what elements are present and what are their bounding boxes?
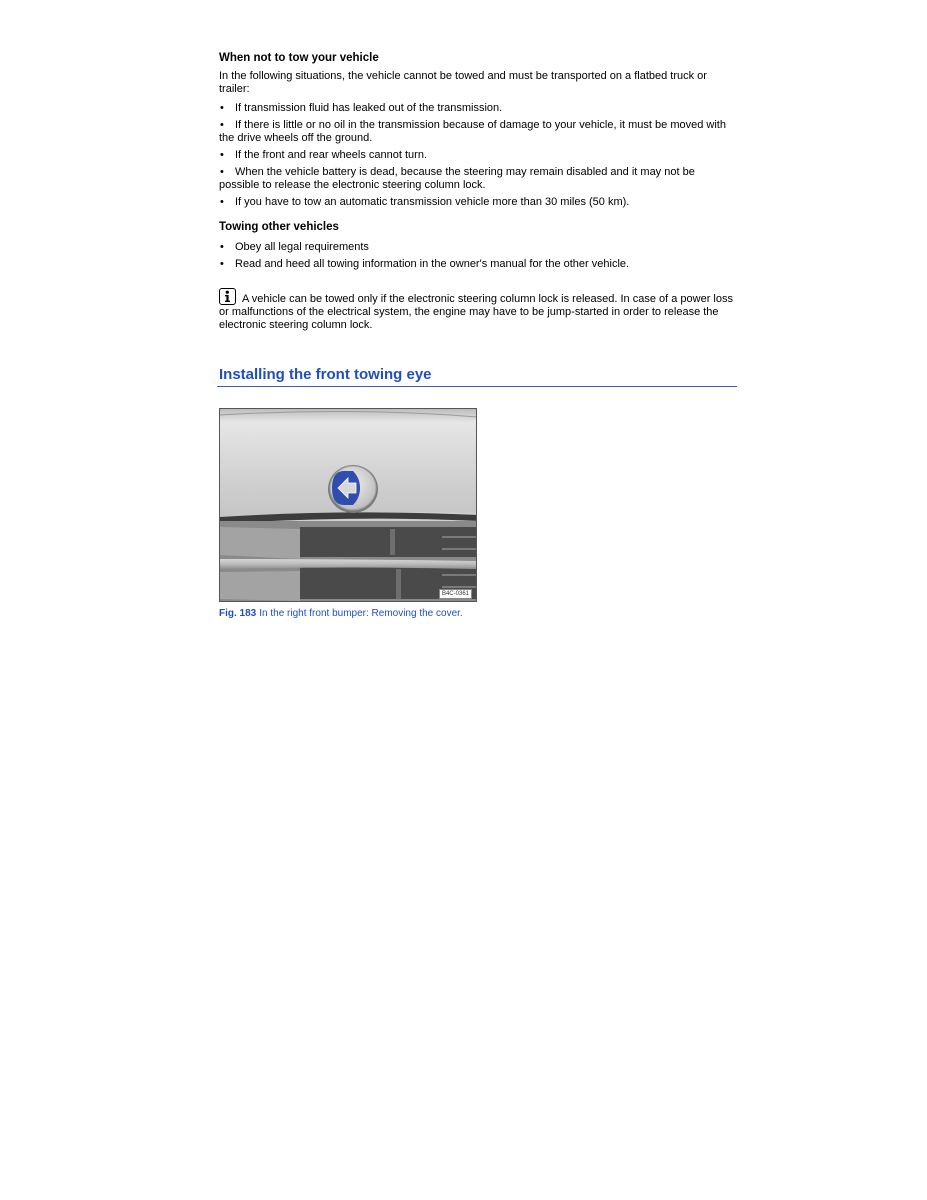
list-item: • If the front and rear wheels cannot turn.	[220, 149, 428, 161]
info-note-text: A vehicle can be towed only if the electronic steering column lock is released. In case of a power loss or malfunctions of the electrical system, the engine may have to be jump-started in order to release the electronic steering column lock.	[219, 293, 733, 331]
when-not-to-tow-intro: In the following situations, the vehicle cannot be towed and must be transported on a flatbed truck or trailer:	[219, 70, 707, 95]
figure-image	[219, 408, 477, 602]
bullet-icon: •	[220, 119, 224, 131]
list-item: • If you have to tow an automatic transmission vehicle more than 30 miles (50 km).	[220, 196, 630, 208]
list-item: • Read and heed all towing information in the owner's manual for the other vehicle.	[220, 258, 630, 270]
info-note	[219, 288, 737, 332]
bullet-icon: •	[220, 196, 224, 208]
towing-other-vehicles-heading: Towing other vehicles	[219, 221, 339, 233]
bullet-icon: •	[220, 166, 224, 178]
bullet-icon: •	[220, 102, 224, 114]
manual-page	[219, 50, 737, 619]
bullet-icon: •	[220, 258, 224, 270]
when-not-to-tow-list	[219, 102, 737, 209]
figure-code: B4C-0361	[439, 589, 472, 599]
figure-label: Fig. 183	[219, 608, 257, 619]
info-icon	[219, 288, 236, 305]
arrow-icon	[332, 471, 360, 505]
list-item: • If transmission fluid has leaked out of the transmission.	[220, 102, 503, 114]
bumper-illustration	[220, 409, 477, 602]
when-not-to-tow-heading: When not to tow your vehicle	[219, 52, 379, 64]
towing-other-vehicles-list	[219, 241, 737, 271]
bullet-icon: •	[220, 149, 224, 161]
list-item: • If there is little or no oil in the transmission because of damage to your vehicle, it must be moved with the drive wheels off the ground.	[219, 119, 726, 144]
list-item: • Obey all legal requirements	[220, 241, 369, 253]
installing-towing-eye-title: Installing the front towing eye	[217, 366, 737, 387]
figure-caption-text: In the right front bumper: Removing the cover.	[259, 608, 463, 619]
bullet-icon: •	[220, 241, 224, 253]
figure-caption	[219, 608, 737, 619]
list-item: • When the vehicle battery is dead, because the steering may remain disabled and it may not be possible to release the electronic steering column lock.	[219, 166, 695, 191]
